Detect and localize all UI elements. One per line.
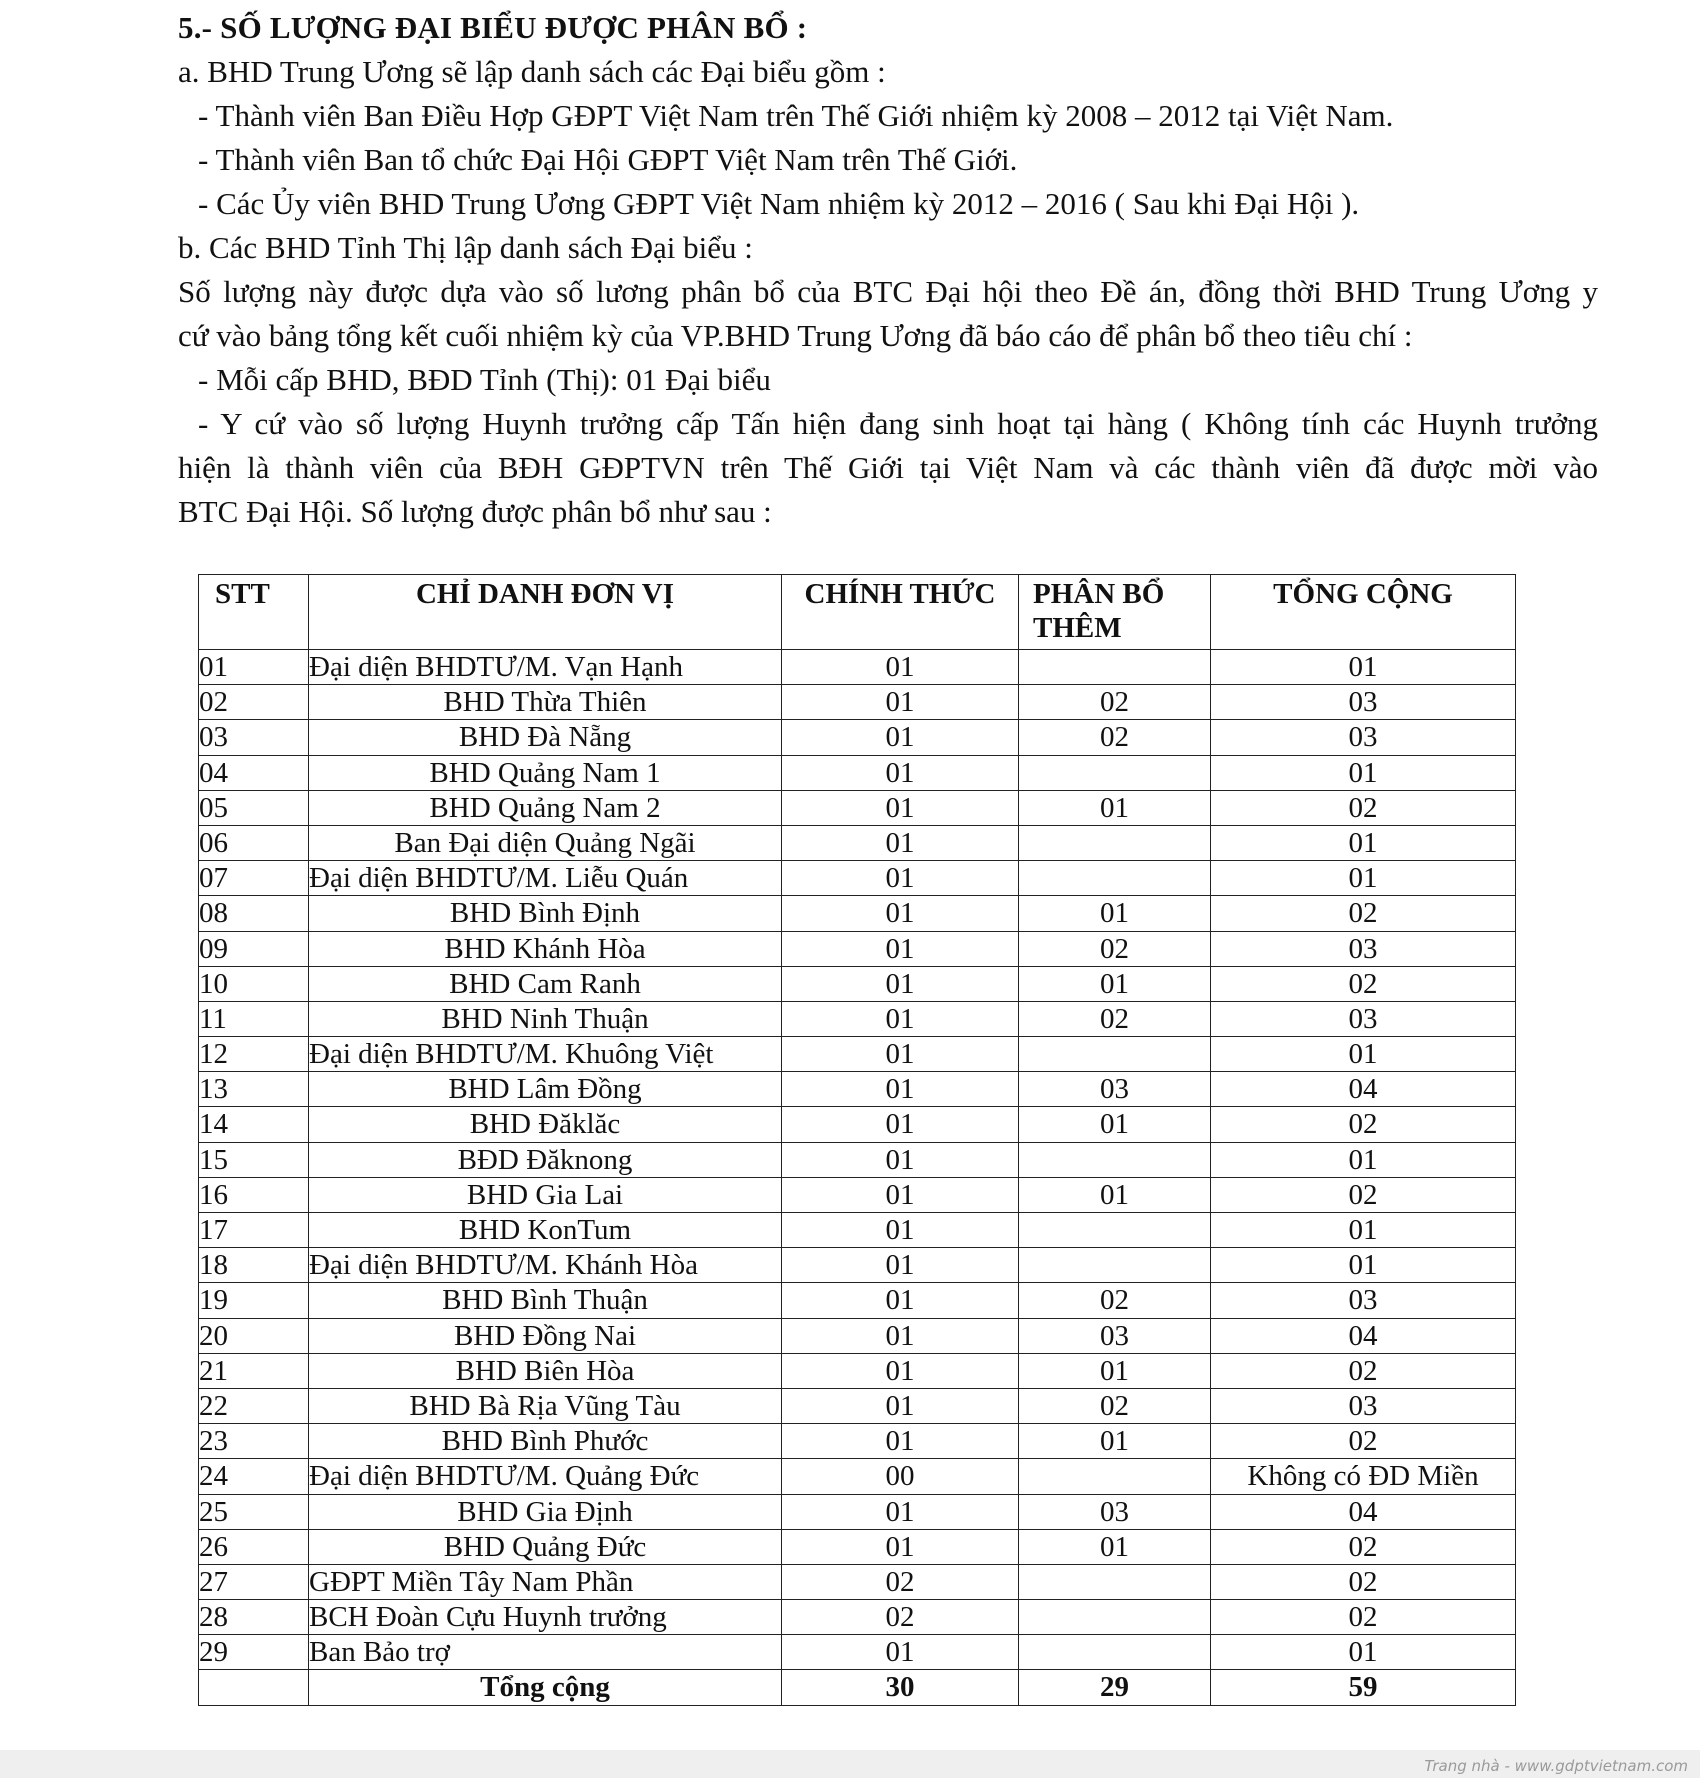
cell-total: 03 <box>1211 685 1516 720</box>
cell-total: 02 <box>1211 1177 1516 1212</box>
total-label: Tổng cộng <box>309 1670 782 1705</box>
cell-stt: 17 <box>199 1213 309 1248</box>
cell-added: 01 <box>1019 1424 1211 1459</box>
cell-official: 01 <box>782 1107 1019 1142</box>
table-row <box>199 1353 1516 1388</box>
cell-added: 02 <box>1019 1388 1211 1423</box>
criterion-item: - Mỗi cấp BHD, BĐD Tỉnh (Thị): 01 Đại biểu <box>198 362 771 397</box>
cell-added: 03 <box>1019 1072 1211 1107</box>
cell-added: 01 <box>1019 790 1211 825</box>
cell-official: 01 <box>782 1142 1019 1177</box>
column-header-total: TỔNG CỘNG <box>1211 575 1516 650</box>
cell-unit-name: BHD Đà Nẵng <box>309 720 782 755</box>
cell-unit-name: Đại diện BHDTƯ/M. Khuông Việt <box>309 1037 782 1072</box>
cell-total: 04 <box>1211 1072 1516 1107</box>
table-row <box>199 896 1516 931</box>
table-total-row <box>199 1670 1516 1705</box>
table-row <box>199 931 1516 966</box>
column-header-unit: CHỈ DANH ĐƠN VỊ <box>309 575 782 650</box>
cell-added: 03 <box>1019 1318 1211 1353</box>
total-sum: 59 <box>1211 1670 1516 1705</box>
cell-total: 02 <box>1211 966 1516 1001</box>
table-row <box>199 825 1516 860</box>
cell-added <box>1019 1213 1211 1248</box>
table-row <box>199 685 1516 720</box>
cell-unit-name: Ban Đại diện Quảng Ngãi <box>309 825 782 860</box>
cell-stt: 18 <box>199 1248 309 1283</box>
cell-unit-name: BHD Bà Rịa Vũng Tàu <box>309 1388 782 1423</box>
cell-total: 02 <box>1211 1600 1516 1635</box>
cell-total: 01 <box>1211 650 1516 685</box>
section-heading: 5.- SỐ LƯỢNG ĐẠI BIỂU ĐƯỢC PHÂN BỔ : <box>178 10 808 45</box>
cell-added: 01 <box>1019 966 1211 1001</box>
cell-total: 01 <box>1211 1142 1516 1177</box>
cell-official: 01 <box>782 1318 1019 1353</box>
cell-official: 01 <box>782 1353 1019 1388</box>
column-header-added: PHÂN BỔ THÊM <box>1019 575 1211 650</box>
table-row <box>199 861 1516 896</box>
cell-stt: 08 <box>199 896 309 931</box>
cell-stt: 02 <box>199 685 309 720</box>
section-a-item: - Thành viên Ban Điều Hợp GĐPT Việt Nam trên Thế Giới nhiệm kỳ 2008 – 2012 tại Việt Nam. <box>198 98 1394 133</box>
cell-official: 01 <box>782 861 1019 896</box>
cell-total: 01 <box>1211 1248 1516 1283</box>
table-header-row <box>199 575 1516 650</box>
cell-unit-name: BHD Đăklăc <box>309 1107 782 1142</box>
cell-total: 01 <box>1211 755 1516 790</box>
cell-added: 01 <box>1019 1107 1211 1142</box>
cell-official: 01 <box>782 1248 1019 1283</box>
cell-official: 01 <box>782 1177 1019 1212</box>
cell-stt: 26 <box>199 1529 309 1564</box>
cell-official: 01 <box>782 966 1019 1001</box>
table-row <box>199 1318 1516 1353</box>
cell-stt: 03 <box>199 720 309 755</box>
cell-unit-name: Đại diện BHDTƯ/M. Quảng Đức <box>309 1459 782 1494</box>
cell-stt: 25 <box>199 1494 309 1529</box>
cell-added <box>1019 1459 1211 1494</box>
column-header-official: CHÍNH THỨC <box>782 575 1019 650</box>
table-row <box>199 650 1516 685</box>
cell-stt: 29 <box>199 1635 309 1670</box>
cell-added: 03 <box>1019 1494 1211 1529</box>
cell-total: 01 <box>1211 1037 1516 1072</box>
section-b-paragraph-line: cứ vào bảng tổng kết cuối nhiệm kỳ của VP.BHD Trung Ương đã báo cáo để phân bổ theo tiêu chí : <box>178 318 1413 353</box>
cell-official: 01 <box>782 1072 1019 1107</box>
cell-stt: 04 <box>199 755 309 790</box>
cell-official: 01 <box>782 1494 1019 1529</box>
cell-official: 01 <box>782 1424 1019 1459</box>
cell-official: 01 <box>782 685 1019 720</box>
cell-unit-name: BHD Gia Lai <box>309 1177 782 1212</box>
table-row <box>199 1635 1516 1670</box>
cell-unit-name: BHD Thừa Thiên <box>309 685 782 720</box>
cell-added: 02 <box>1019 1001 1211 1036</box>
cell-unit-name: BHD Bình Phước <box>309 1424 782 1459</box>
table-row <box>199 1600 1516 1635</box>
cell-added: 02 <box>1019 931 1211 966</box>
criterion-item-line: hiện là thành viên của BĐH GĐPTVN trên Thế Giới tại Việt Nam và các thành viên đã được mời vào <box>178 450 1598 485</box>
cell-unit-name: BHD KonTum <box>309 1213 782 1248</box>
cell-unit-name: BHD Quảng Đức <box>309 1529 782 1564</box>
delegate-allocation-table <box>198 574 1516 1706</box>
cell-unit-name: BHD Quảng Nam 2 <box>309 790 782 825</box>
cell-total: 02 <box>1211 790 1516 825</box>
cell-official: 01 <box>782 1388 1019 1423</box>
cell-stt: 19 <box>199 1283 309 1318</box>
cell-added <box>1019 1564 1211 1599</box>
cell-added <box>1019 825 1211 860</box>
cell-added: 01 <box>1019 896 1211 931</box>
table-row <box>199 1072 1516 1107</box>
total-official: 30 <box>782 1670 1019 1705</box>
cell-stt: 11 <box>199 1001 309 1036</box>
column-header-stt: STT <box>199 575 309 650</box>
cell-stt: 28 <box>199 1600 309 1635</box>
cell-unit-name: Đại diện BHDTƯ/M. Khánh Hòa <box>309 1248 782 1283</box>
cell-stt: 23 <box>199 1424 309 1459</box>
cell-total: 03 <box>1211 931 1516 966</box>
cell-added <box>1019 1635 1211 1670</box>
cell-official: 01 <box>782 825 1019 860</box>
cell-official: 01 <box>782 650 1019 685</box>
table-row <box>199 1142 1516 1177</box>
cell-stt: 06 <box>199 825 309 860</box>
cell-total: 02 <box>1211 896 1516 931</box>
cell-added <box>1019 755 1211 790</box>
cell-stt: 15 <box>199 1142 309 1177</box>
cell-total: Không có ĐD Miền <box>1211 1459 1516 1494</box>
cell-official: 00 <box>782 1459 1019 1494</box>
cell-official: 01 <box>782 1283 1019 1318</box>
table-row <box>199 720 1516 755</box>
cell-stt: 07 <box>199 861 309 896</box>
cell-stt: 05 <box>199 790 309 825</box>
cell-total: 01 <box>1211 825 1516 860</box>
section-b-paragraph-line: Số lượng này được dựa vào số lương phân bổ của BTC Đại hội theo Đề án, đồng thời BHD Trung Ương y <box>178 274 1598 309</box>
table-row <box>199 966 1516 1001</box>
cell-added <box>1019 1142 1211 1177</box>
cell-unit-name: BHD Đồng Nai <box>309 1318 782 1353</box>
cell-added: 02 <box>1019 685 1211 720</box>
cell-stt: 01 <box>199 650 309 685</box>
section-a-title: a. BHD Trung Ương sẽ lập danh sách các Đại biểu gồm : <box>178 54 886 89</box>
section-a-item: - Thành viên Ban tổ chức Đại Hội GĐPT Việt Nam trên Thế Giới. <box>198 142 1018 177</box>
cell-stt: 21 <box>199 1353 309 1388</box>
cell-stt: 16 <box>199 1177 309 1212</box>
footer-credit: Trang nhà - www.gdptvietnam.com <box>1424 1757 1688 1775</box>
cell-unit-name: GĐPT Miền Tây Nam Phần <box>309 1564 782 1599</box>
table-row <box>199 1424 1516 1459</box>
cell-stt: 20 <box>199 1318 309 1353</box>
cell-stt <box>199 1670 309 1705</box>
cell-unit-name: Đại diện BHDTƯ/M. Vạn Hạnh <box>309 650 782 685</box>
cell-official: 02 <box>782 1600 1019 1635</box>
cell-total: 03 <box>1211 1283 1516 1318</box>
table-row <box>199 1177 1516 1212</box>
cell-total: 02 <box>1211 1564 1516 1599</box>
cell-stt: 13 <box>199 1072 309 1107</box>
cell-added: 01 <box>1019 1177 1211 1212</box>
table-row <box>199 1283 1516 1318</box>
cell-unit-name: BHD Biên Hòa <box>309 1353 782 1388</box>
cell-total: 02 <box>1211 1529 1516 1564</box>
criterion-item-line: BTC Đại Hội. Số lượng được phân bổ như sau : <box>178 494 772 529</box>
cell-total: 04 <box>1211 1318 1516 1353</box>
cell-total: 03 <box>1211 720 1516 755</box>
cell-total: 04 <box>1211 1494 1516 1529</box>
cell-stt: 12 <box>199 1037 309 1072</box>
cell-total: 01 <box>1211 1213 1516 1248</box>
table-row <box>199 1388 1516 1423</box>
cell-official: 01 <box>782 1529 1019 1564</box>
cell-unit-name: Đại diện BHDTƯ/M. Liễu Quán <box>309 861 782 896</box>
total-added: 29 <box>1019 1670 1211 1705</box>
cell-stt: 10 <box>199 966 309 1001</box>
table-row <box>199 755 1516 790</box>
section-b-title: b. Các BHD Tỉnh Thị lập danh sách Đại biểu : <box>178 230 753 265</box>
cell-unit-name: BHD Bình Thuận <box>309 1283 782 1318</box>
cell-total: 01 <box>1211 1635 1516 1670</box>
table-row <box>199 1494 1516 1529</box>
cell-unit-name: BCH Đoàn Cựu Huynh trưởng <box>309 1600 782 1635</box>
cell-official: 01 <box>782 1001 1019 1036</box>
cell-official: 02 <box>782 1564 1019 1599</box>
cell-unit-name: BHD Khánh Hòa <box>309 931 782 966</box>
cell-added <box>1019 1248 1211 1283</box>
criterion-item: - Y cứ vào số lượng Huynh trưởng cấp Tấn hiện đang sinh hoạt tại hàng ( Không tính các Huynh trưởng <box>198 406 1598 441</box>
cell-official: 01 <box>782 755 1019 790</box>
cell-stt: 14 <box>199 1107 309 1142</box>
cell-unit-name: BHD Gia Định <box>309 1494 782 1529</box>
cell-official: 01 <box>782 896 1019 931</box>
cell-added <box>1019 650 1211 685</box>
cell-official: 01 <box>782 720 1019 755</box>
table-row <box>199 1001 1516 1036</box>
cell-official: 01 <box>782 1037 1019 1072</box>
cell-unit-name: Ban Bảo trợ <box>309 1635 782 1670</box>
cell-unit-name: BHD Cam Ranh <box>309 966 782 1001</box>
cell-unit-name: BHD Bình Định <box>309 896 782 931</box>
cell-total: 03 <box>1211 1001 1516 1036</box>
cell-official: 01 <box>782 1213 1019 1248</box>
cell-stt: 27 <box>199 1564 309 1599</box>
cell-stt: 24 <box>199 1459 309 1494</box>
cell-added <box>1019 1600 1211 1635</box>
section-a-item: - Các Ủy viên BHD Trung Ương GĐPT Việt Nam nhiệm kỳ 2012 – 2016 ( Sau khi Đại Hội ). <box>198 186 1360 221</box>
cell-unit-name: BHD Ninh Thuận <box>309 1001 782 1036</box>
table-row <box>199 1564 1516 1599</box>
table-row <box>199 1037 1516 1072</box>
table-row <box>199 1248 1516 1283</box>
table-row <box>199 790 1516 825</box>
cell-total: 01 <box>1211 861 1516 896</box>
cell-total: 02 <box>1211 1107 1516 1142</box>
cell-official: 01 <box>782 790 1019 825</box>
cell-total: 02 <box>1211 1353 1516 1388</box>
cell-unit-name: BHD Quảng Nam 1 <box>309 755 782 790</box>
cell-unit-name: BHD Lâm Đồng <box>309 1072 782 1107</box>
cell-total: 03 <box>1211 1388 1516 1423</box>
cell-added: 01 <box>1019 1529 1211 1564</box>
cell-official: 01 <box>782 931 1019 966</box>
cell-added <box>1019 861 1211 896</box>
table-row <box>199 1213 1516 1248</box>
cell-official: 01 <box>782 1635 1019 1670</box>
cell-added: 01 <box>1019 1353 1211 1388</box>
cell-stt: 09 <box>199 931 309 966</box>
table-row <box>199 1529 1516 1564</box>
cell-added <box>1019 1037 1211 1072</box>
cell-total: 02 <box>1211 1424 1516 1459</box>
table-row <box>199 1107 1516 1142</box>
cell-unit-name: BĐD Đăknong <box>309 1142 782 1177</box>
cell-added: 02 <box>1019 720 1211 755</box>
cell-added: 02 <box>1019 1283 1211 1318</box>
table-row <box>199 1459 1516 1494</box>
cell-stt: 22 <box>199 1388 309 1423</box>
